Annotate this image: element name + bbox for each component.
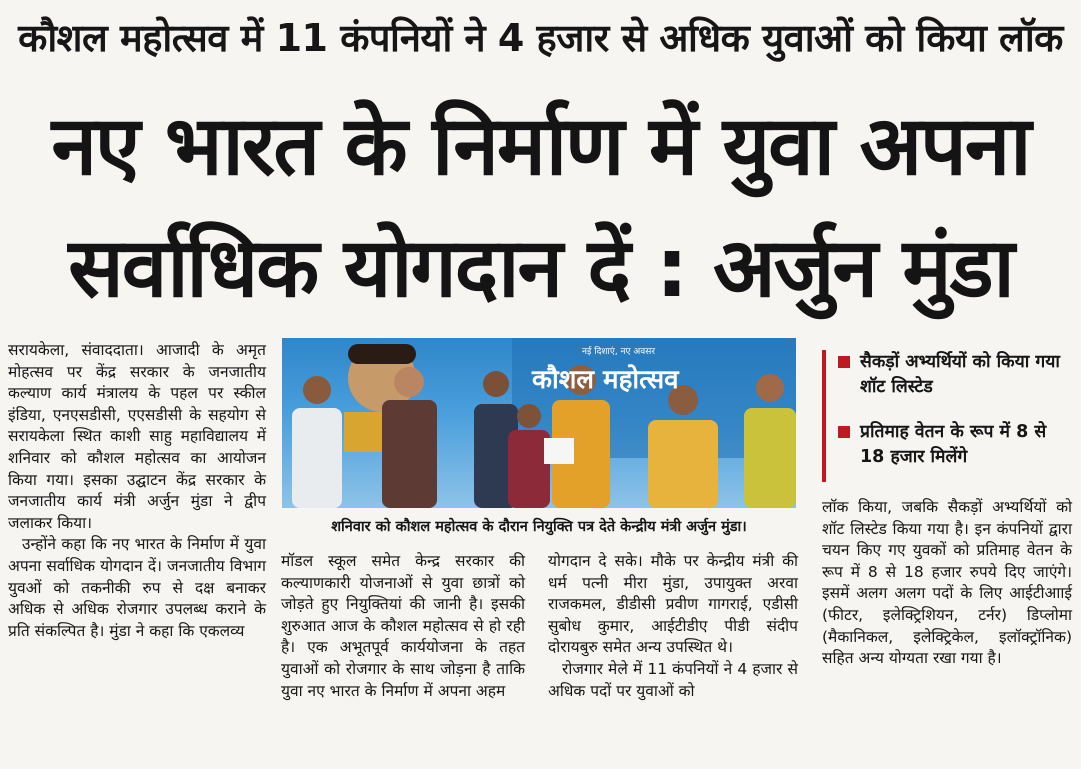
headline-line-2: सर्वाधिक योगदान दें : अर्जुन मुंडा — [68, 221, 1013, 316]
highlight-bar — [822, 350, 826, 482]
article-paragraph: लॉक किया, जबकि सैकड़ों अभ्यर्थियों को शॉट लिस्टेड किया गया है। इन कंपनियों द्वारा चयन किए गए युवकों को प्रतिमाह वेतन के रूप में 8 से 18 हजार रुपये दिए जाएंगे। इसमें अलग अलग पदों के लिए आईटीआाई (फीटर, इलेक्ट्रिशियन, टर्नर) डिप्लोमा (मैकानिकल, इलेक्ट्रिकेल, इलॉक्ट्रॉनिक) सहित अन्य योग्यता रखा गया है। — [822, 498, 1072, 668]
kicker-headline: कौशल महोत्सव में 11 कंपनियों ने 4 हजार से अधिक युवाओं को किया लॉक — [18, 16, 1063, 60]
photo-caption: शनिवार को कौशल महोत्सव के दौरान नियुक्ति पत्र देते केन्द्रीय मंत्री अर्जुन मुंडा। — [331, 519, 747, 535]
poster-hair — [348, 344, 416, 364]
article-column-2 — [281, 551, 525, 702]
news-photo — [282, 338, 796, 508]
banner-title: कौशल महोत्सव — [532, 365, 679, 395]
article-paragraph: रोजगार मेले में 11 कंपनियों ने 4 हजार से अधिक पदों पर युवाओं को — [548, 659, 798, 700]
banner-top-text: नई दिशाएं, नए अवसर — [582, 347, 656, 357]
bullet-square-icon — [838, 356, 850, 368]
article-paragraph: योगदान दे सके। मौके पर केन्द्रीय मंत्री की धर्म पत्नी मीरा मुंडा, उपायुक्त अरवा राजकमल, डीडीसी प्रवीण गागराई, एडीसी सुबोध कुमार, आईटीडीए पीडी संदीप दोरायबुरु समेत अन्य उपस्थित थे। — [548, 552, 798, 657]
article-column-4 — [822, 497, 1072, 670]
article-column-3 — [548, 551, 798, 702]
highlight-item — [838, 350, 1074, 400]
highlight-text: प्रतिमाह वेतन के रूप में 8 से 18 हजार मिलेंगे — [860, 422, 1047, 467]
highlight-item — [838, 420, 1074, 470]
highlights-box — [822, 350, 1074, 482]
headline-line-1: नए भारत के निर्माण में युवा अपना — [51, 98, 1030, 194]
bullet-square-icon — [838, 426, 850, 438]
highlight-text: सैकड़ों अभ्यर्थियों को किया गया शॉट लिस्टेड — [860, 352, 1060, 397]
article-lead-paragraph: सरायकेला, संवाददाता। आजादी के अमृत मोहत्सव पर केंद्र सरकार के जनजातीय कल्याण कार्य मंत्रालय के पहल पर स्कील इंडिया, एनएसडीसी, एएसडीसी के सहयोग से सरायकेला स्थित काशी साहु महाविद्यालय में शनिवार को कौशल महोत्सव का आयोजन किया गया। इसका उद्घाटन केंद्र सरकार के जनजातीय कार्य मंत्री अर्जुन मुंडा ने द्वीप जलाकर किया। — [8, 341, 266, 532]
article-paragraph: उन्होंने कहा कि नए भारत के निर्माण में युवा अपना सर्वाधिक योगदान दें। जनजातीय विभाग युवओं को तकनीकी रुप से दक्ष बनाकर अधिक से अधिक रोजगार उपलब्ध कराने के प्रति संकल्पित है। मुंडा ने कहा कि एकलव्य — [8, 535, 266, 640]
article-column-1 — [8, 340, 266, 642]
article-paragraph: मॉडल स्कूल समेत केन्द्र सरकार की कल्याणकारी योजनाओं से युवा छात्रों को जोड़ते हुए नियुक्तियां की जानी है। इसकी शुरुआत आज के कौशल महोत्सव से हो रही है। एक अभूतपूर्व कार्ययोजना के तहत युवाओं को रोजगार के साथ जोड़ना है ताकि युवा नए भारत के निर्माण में अपना अहम — [281, 552, 525, 700]
